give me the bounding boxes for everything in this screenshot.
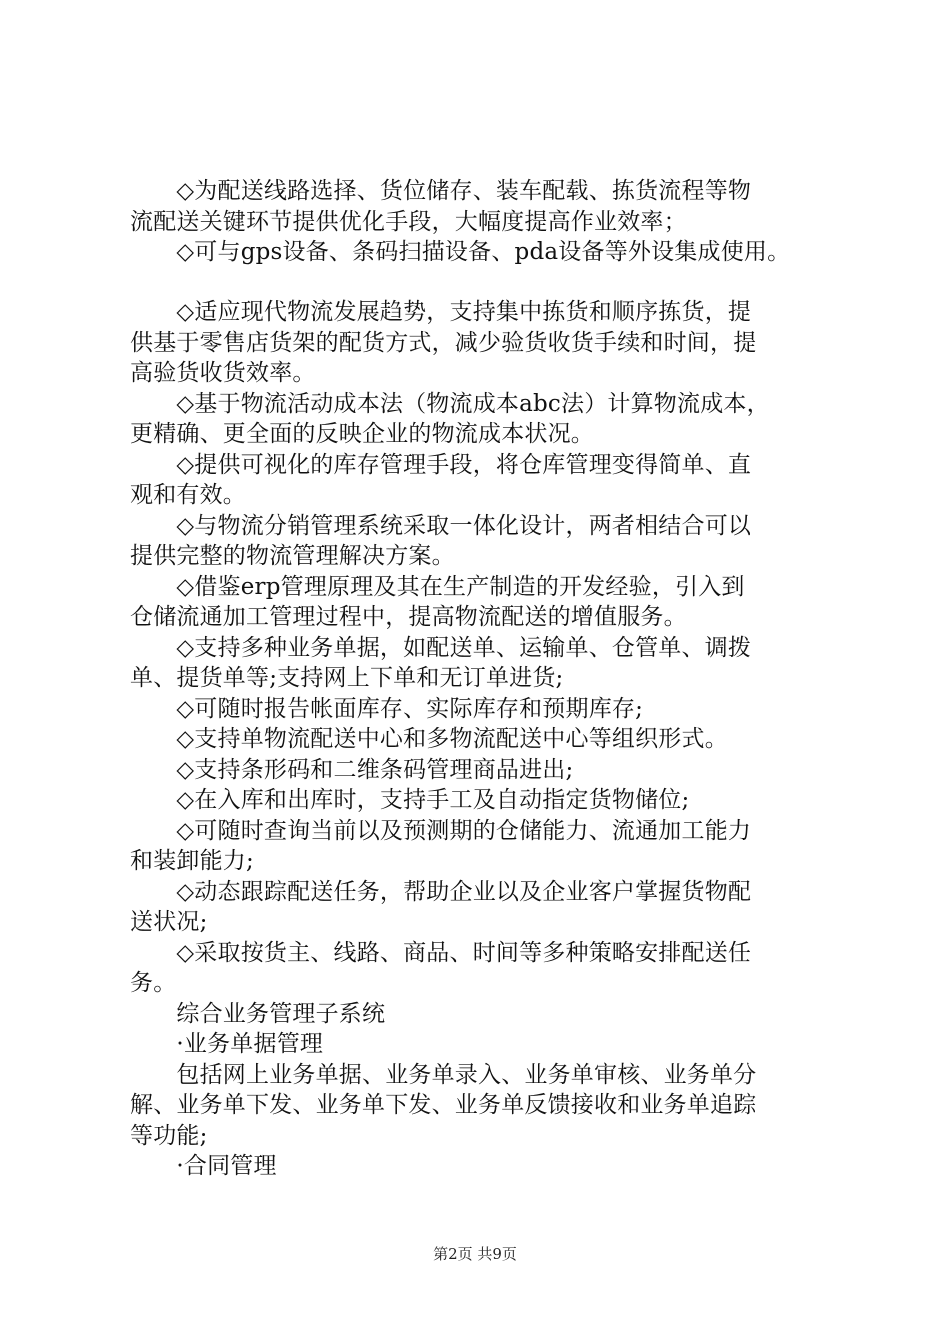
body-text-line: 更精确、更全面的反映企业的物流成本状况。: [130, 421, 594, 447]
body-text-line: 务。: [130, 970, 177, 996]
page-number-footer: 第2页 共9页: [433, 1245, 517, 1263]
body-text-line: 观和有效。: [130, 482, 246, 508]
body-text-line: ◇为配送线路选择、货位储存、装车配载、拣货流程等物: [130, 178, 752, 204]
body-text-line: ◇可随时查询当前以及预测期的仓储能力、流通加工能力: [130, 818, 752, 844]
body-text-line: 流配送关键环节提供优化手段，大幅度提高作业效率；: [130, 209, 687, 235]
body-text-line: ◇与物流分销管理系统采取一体化设计，两者相结合可以: [130, 513, 752, 539]
body-text-line: ◇动态跟踪配送任务，帮助企业以及企业客户掌握货物配: [130, 879, 752, 905]
body-text-line: 供基于零售店货架的配货方式，减少验货收货手续和时间，提: [130, 330, 757, 356]
body-text-line: ◇在入库和出库时，支持手工及自动指定货物储位;: [130, 787, 690, 813]
body-text-line: ◇支持条形码和二维条码管理商品进出;: [130, 757, 574, 783]
body-text-line: ◇采取按货主、线路、商品、时间等多种策略安排配送任: [130, 940, 752, 966]
body-text-line: 包括网上业务单据、业务单录入、业务单审核、业务单分: [130, 1062, 757, 1088]
body-text-line: 送状况;: [130, 909, 208, 935]
body-text-line: ◇支持多种业务单据，如配送单、运输单、仓管单、调拨: [130, 635, 752, 661]
section-heading: 综合业务管理子系统: [130, 1001, 386, 1027]
body-text-line: ◇可随时报告帐面库存、实际库存和预期库存;: [130, 696, 644, 722]
body-text-line: ◇基于物流活动成本法（物流成本abc法）计算物流成本，: [130, 391, 770, 417]
body-text-line: 高验货收货效率。: [130, 360, 316, 386]
body-text-line: 解、业务单下发、业务单下发、业务单反馈接收和业务单追踪: [130, 1092, 757, 1118]
body-text-line: 单、提货单等;支持网上下单和无订单进货;: [130, 665, 564, 691]
body-text-line: 和装卸能力;: [130, 848, 254, 874]
body-text-line: 仓储流通加工管理过程中，提高物流配送的增值服务。: [130, 604, 687, 630]
bullet-heading: ·合同管理: [130, 1153, 277, 1179]
body-text-line: 提供完整的物流管理解决方案。: [130, 543, 455, 569]
body-text-line: ◇提供可视化的库存管理手段，将仓库管理变得简单、直: [130, 452, 752, 478]
body-text-line: ◇可与gps设备、条码扫描设备、pda设备等外设集成使用。: [130, 239, 791, 265]
bullet-heading: ·业务单据管理: [130, 1031, 324, 1057]
body-text-line: 等功能;: [130, 1123, 208, 1149]
body-text-line: ◇支持单物流配送中心和多物流配送中心等组织形式。: [130, 726, 728, 752]
body-text-line: ◇适应现代物流发展趋势，支持集中拣货和顺序拣货，提: [130, 299, 752, 325]
body-text-line: ◇借鉴erp管理原理及其在生产制造的开发经验，引入到: [130, 574, 745, 600]
